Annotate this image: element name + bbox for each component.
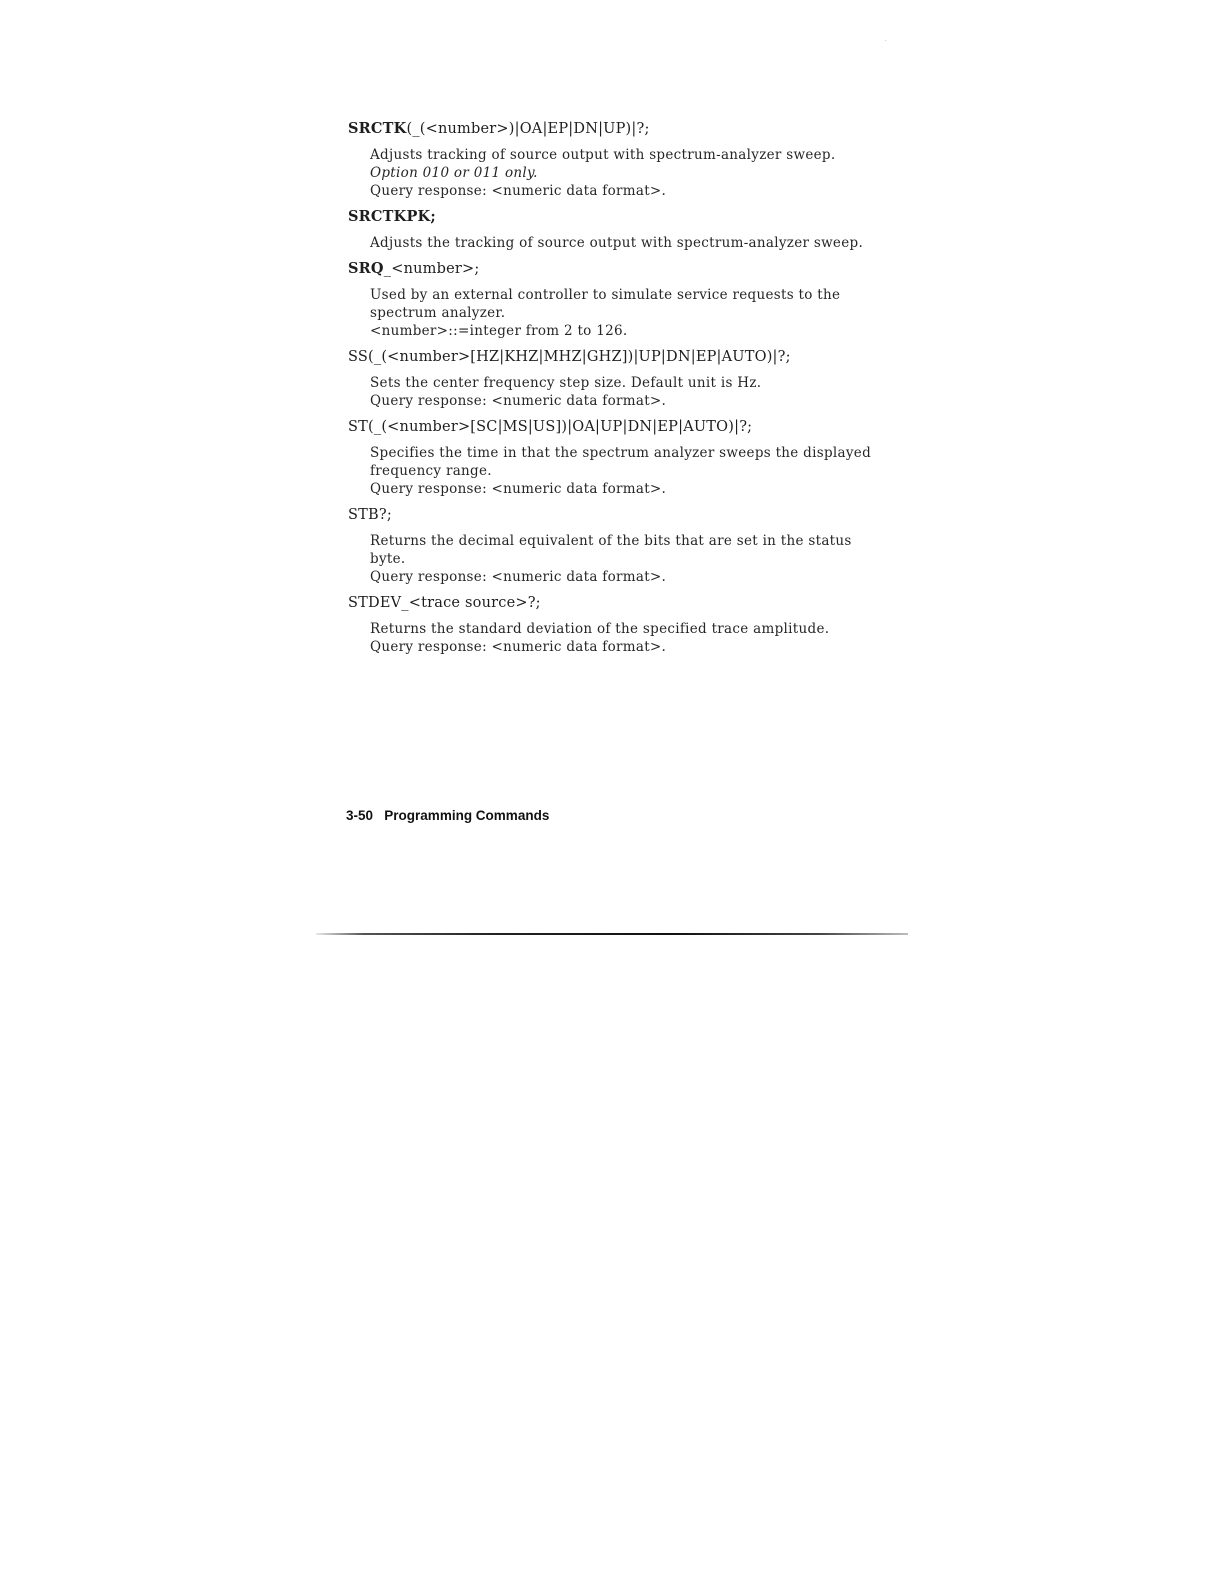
command-description bbox=[370, 234, 878, 252]
command-entry-srctk bbox=[348, 118, 878, 200]
description-text: Adjusts tracking of source output with spectrum-analyzer sweep. bbox=[370, 147, 836, 163]
page-number: 3-50 bbox=[346, 808, 374, 823]
command-parameters: (_(<number>[SC|MS|US])|OA|UP|DN|EP|AUTO)|?; bbox=[368, 419, 753, 435]
query-response-line: Query response: <numeric data format>. bbox=[370, 393, 667, 409]
command-description bbox=[370, 286, 878, 340]
query-response-line: Query response: <numeric data format>. bbox=[370, 183, 667, 199]
command-description bbox=[370, 532, 878, 586]
command-name: SS bbox=[348, 349, 369, 365]
command-reference-list bbox=[348, 118, 878, 662]
section-title: Programming Commands bbox=[384, 808, 550, 823]
description-line: Sets the center frequency step size. Default unit is Hz. bbox=[370, 375, 762, 391]
command-syntax bbox=[348, 206, 878, 228]
scan-speck bbox=[885, 40, 886, 41]
command-name: SRQ bbox=[348, 260, 384, 277]
command-entry-stdev bbox=[348, 592, 878, 656]
command-syntax bbox=[348, 258, 878, 280]
description-line: Specifies the time in that the spectrum analyzer sweeps the displayed frequency range. bbox=[370, 445, 872, 479]
command-entry-ss bbox=[348, 346, 878, 410]
command-syntax bbox=[348, 346, 878, 368]
page-bottom-rule bbox=[316, 933, 908, 935]
query-response-line: Query response: <numeric data format>. bbox=[370, 569, 667, 585]
command-description bbox=[370, 620, 878, 656]
option-note: Option 010 or 011 only. bbox=[370, 165, 538, 181]
command-parameters: (_(<number>)|OA|EP|DN|UP)|?; bbox=[406, 121, 650, 137]
command-parameters: (_(<number>[HZ|KHZ|MHZ|GHZ])|UP|DN|EP|AUTO)|?; bbox=[368, 349, 791, 365]
query-response-line: Query response: <numeric data format>. bbox=[370, 639, 667, 655]
description-line: Used by an external controller to simulate service requests to the spectrum analyzer. bbox=[370, 287, 841, 321]
command-name: STB?; bbox=[348, 507, 392, 523]
command-description bbox=[370, 444, 878, 498]
query-response-line: Query response: <numeric data format>. bbox=[370, 481, 667, 497]
description-line: Returns the decimal equivalent of the bits that are set in the status byte. bbox=[370, 533, 852, 567]
command-parameters: _<number>; bbox=[383, 261, 480, 277]
command-syntax bbox=[348, 592, 878, 614]
command-parameters: _<trace source>?; bbox=[401, 595, 541, 611]
command-name: STDEV bbox=[348, 595, 402, 611]
command-name: ST bbox=[348, 419, 369, 435]
page-footer bbox=[346, 808, 549, 823]
command-description bbox=[370, 374, 878, 410]
description-line: Adjusts the tracking of source output with spectrum-analyzer sweep. bbox=[370, 235, 864, 251]
description-line: Returns the standard deviation of the specified trace amplitude. bbox=[370, 621, 830, 637]
command-syntax bbox=[348, 504, 878, 526]
description-line bbox=[370, 146, 878, 182]
command-syntax bbox=[348, 118, 878, 140]
command-description bbox=[370, 146, 878, 200]
command-entry-srctkpk bbox=[348, 206, 878, 252]
command-syntax bbox=[348, 416, 878, 438]
parameter-range-line: <number>::=integer from 2 to 126. bbox=[370, 323, 628, 339]
command-entry-stb bbox=[348, 504, 878, 586]
command-entry-srq bbox=[348, 258, 878, 340]
command-entry-st bbox=[348, 416, 878, 498]
command-name: SRCTK bbox=[348, 120, 407, 137]
command-name: SRCTKPK; bbox=[348, 208, 436, 225]
